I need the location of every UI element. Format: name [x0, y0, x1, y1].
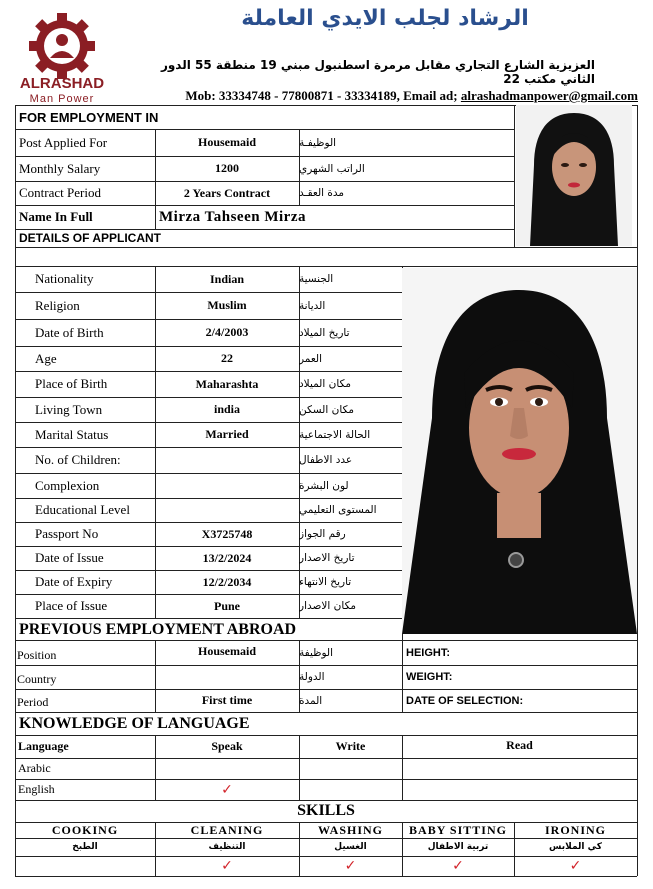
- applicant-label-arabic: مكان الاصدار: [299, 600, 356, 612]
- language-header: Language: [18, 739, 69, 753]
- employment-label-arabic: الراتب الشهري: [299, 162, 365, 175]
- applicant-label-arabic: لون البشرة: [299, 479, 349, 492]
- skill-name-arabic: التنظيف: [208, 842, 246, 852]
- skill-name: WASHING: [317, 822, 383, 837]
- company-name-arabic: الرشاد لجلب الايدي العاملة: [241, 6, 529, 31]
- name-value: Mirza Tahseen Mirza: [159, 208, 306, 225]
- language-header: Write: [335, 739, 366, 753]
- skill-name-arabic: تربية الاطفال: [427, 842, 489, 852]
- height-label: HEIGHT:: [406, 646, 450, 659]
- applicant-value: Married: [205, 427, 249, 441]
- skill-name: COOKING: [51, 822, 119, 837]
- applicant-label: No. of Children:: [35, 452, 121, 467]
- skill-name-arabic: الطبخ: [72, 842, 98, 852]
- language-read-check: [402, 758, 637, 779]
- applicant-value: 13/2/2024: [202, 550, 252, 565]
- skill-name: IRONING: [544, 822, 606, 837]
- applicant-label-arabic: العمر: [299, 352, 323, 365]
- applicant-label-arabic: مكان السكن: [299, 403, 354, 416]
- language-speak-check: ✓: [221, 781, 233, 798]
- applicant-label: Date of Issue: [35, 550, 104, 565]
- applicant-label: Marital Status: [35, 426, 109, 442]
- company-address-arabic: العزيزية الشارع التجاري مقابل مرمرة اسطنبول مبني 19 منطقة 55 الدور الثاني مكتب 22: [160, 58, 595, 86]
- section-skills-title: SKILLS: [297, 802, 355, 819]
- applicant-photo-small: [516, 105, 632, 246]
- skill-name: CLEANING: [190, 822, 264, 837]
- skill-name: BABY SITTING: [409, 822, 507, 837]
- applicant-value: [155, 498, 299, 522]
- language-speak-check: [155, 758, 299, 779]
- language-read-check: [402, 779, 637, 800]
- section-applicant-title: DETAILS OF APPLICANT: [19, 231, 161, 245]
- employment-label-arabic: الوظيفـة: [299, 136, 337, 149]
- applicant-label-arabic: عدد الاطفال: [299, 454, 353, 466]
- applicant-photo-large: [402, 268, 637, 634]
- applicant-label-arabic: تاريخ الميلاد: [299, 326, 350, 339]
- svg-text:Man Power: Man Power: [29, 93, 95, 104]
- gear-icon: [29, 13, 95, 79]
- applicant-label: Passport No: [35, 526, 99, 541]
- applicant-label: Date of Expiry: [35, 574, 113, 589]
- employment-value: 2 Years Contract: [183, 185, 271, 200]
- applicant-label-arabic: تاريخ الانتهاء: [299, 576, 352, 588]
- applicant-label: Educational Level: [35, 502, 130, 517]
- applicant-value: [155, 447, 299, 473]
- language-header: Speak: [211, 739, 243, 753]
- contact-phones: Mob: 33334748 - 77800871 - 33334189, Email ad;: [185, 88, 461, 103]
- applicant-label: Date of Birth: [35, 324, 104, 340]
- language-write-check: [299, 779, 402, 800]
- svg-text:ALRASHAD: ALRASHAD: [19, 75, 105, 92]
- language-name: English: [18, 782, 55, 796]
- section-employment-title: FOR EMPLOYMENT IN: [19, 110, 159, 125]
- previous-label: Country: [17, 672, 57, 686]
- applicant-value: Pune: [213, 598, 240, 613]
- applicant-label: Place of Issue: [35, 598, 108, 613]
- employment-value: 1200: [215, 161, 239, 175]
- applicant-label-arabic: الديانة: [299, 299, 326, 312]
- employment-label: Contract Period: [19, 185, 101, 200]
- contact-email[interactable]: alrashadmanpower@gmail.com: [460, 88, 638, 103]
- applicant-value: Indian: [209, 271, 245, 286]
- previous-label-arabic: الدولة: [299, 671, 325, 683]
- applicant-label: Complexion: [35, 477, 100, 493]
- grid-line: [15, 247, 637, 248]
- name-label: Name In Full: [19, 209, 93, 224]
- skill-name-arabic: كي الملابس: [549, 842, 602, 852]
- section-previous-title: PREVIOUS EMPLOYMENT ABROAD: [19, 620, 297, 638]
- applicant-label: Place of Birth: [35, 376, 108, 391]
- applicant-label-arabic: الحالة الاجتماعية: [299, 428, 371, 441]
- previous-label-arabic: المدة: [299, 694, 323, 707]
- previous-value: First time: [201, 693, 253, 707]
- language-name: Arabic: [18, 761, 51, 775]
- contact-line: [118, 88, 638, 104]
- applicant-value: 12/2/2034: [202, 574, 252, 589]
- skill-check: ✓: [221, 858, 233, 874]
- grid-line: [15, 876, 637, 877]
- applicant-value: Muslim: [207, 298, 247, 312]
- skill-check: ✓: [452, 858, 464, 874]
- applicant-label: Age: [35, 350, 57, 366]
- date-of-selection-label: DATE OF SELECTION:: [406, 694, 524, 707]
- grid-line: [637, 105, 638, 876]
- company-logo: [14, 12, 110, 104]
- employment-label: Monthly Salary: [19, 160, 101, 176]
- employment-label: Post Applied For: [19, 134, 108, 150]
- section-language-title: KNOWLEDGE OF LANGUAGE: [19, 715, 250, 732]
- skill-check: ✓: [569, 858, 582, 874]
- skill-check: [15, 856, 155, 876]
- previous-label-arabic: الوظيفة: [299, 646, 334, 659]
- language-write-check: [299, 758, 402, 779]
- applicant-label: Religion: [35, 297, 80, 313]
- employment-label-arabic: مدة العقـد: [299, 187, 345, 199]
- previous-value: Housemaid: [197, 644, 256, 658]
- applicant-value: 22: [221, 351, 233, 365]
- previous-value: [155, 665, 299, 689]
- applicant-label-arabic: الجنسية: [299, 273, 334, 285]
- applicant-label: Nationality: [35, 271, 94, 286]
- applicant-value: Maharashta: [195, 376, 259, 391]
- applicant-label: Living Town: [35, 401, 103, 417]
- applicant-label-arabic: تاريخ الاصدار: [299, 552, 355, 564]
- applicant-value: [155, 473, 299, 498]
- weight-label: WEIGHT:: [406, 671, 453, 683]
- previous-label: Period: [17, 695, 49, 709]
- previous-label: Position: [17, 648, 57, 662]
- applicant-value: india: [213, 402, 240, 416]
- applicant-value: 2/4/2003: [205, 325, 249, 339]
- language-header: Read: [506, 738, 533, 752]
- applicant-label-arabic: المستوى التعليمي: [299, 504, 377, 516]
- applicant-label-arabic: رقم الجواز: [299, 528, 346, 540]
- applicant-value: X3725748: [201, 526, 253, 541]
- employment-value: Housemaid: [197, 135, 256, 149]
- skill-check: ✓: [344, 858, 357, 874]
- applicant-label-arabic: مكان الميلاد: [299, 378, 351, 390]
- skill-name-arabic: الغسيل: [334, 842, 367, 852]
- grid-line: [514, 105, 515, 247]
